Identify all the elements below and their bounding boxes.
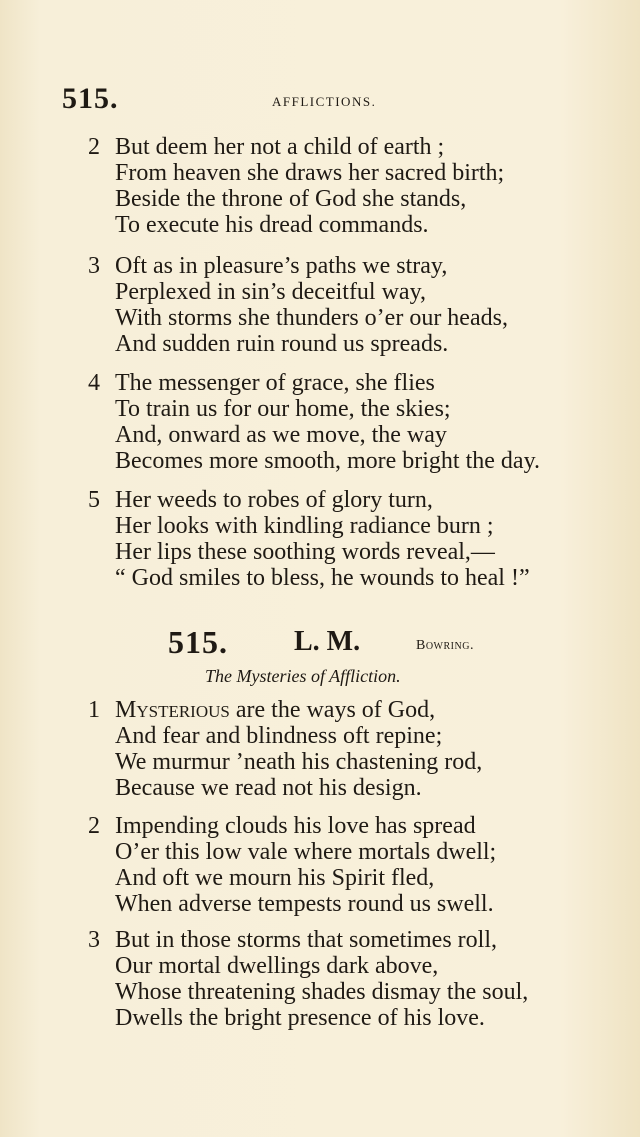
verse-line: The messenger of grace, she flies: [115, 370, 435, 396]
verse-line: When adverse tempests round us swell.: [115, 891, 494, 917]
hymn-author: Bowring.: [416, 638, 474, 653]
verse-line: Becomes more smooth, more bright the day.: [115, 448, 541, 474]
verse-line: And fear and blindness oft repine;: [115, 723, 443, 749]
verse-line: Perplexed in sin’s deceitful way,: [115, 279, 427, 305]
running-title: AFFLICTIONS.: [272, 94, 377, 109]
verse-line: Her looks with kindling radiance burn ;: [115, 513, 494, 539]
first-line-rest: are the ways of God,: [229, 697, 436, 723]
stanza-number: 2: [88, 813, 100, 839]
hymn-meter: L. M.: [294, 626, 361, 657]
first-word-smallcaps: Mysterious: [115, 697, 230, 723]
stanza-number: 4: [88, 370, 100, 396]
stanza-number: 5: [88, 487, 100, 513]
verse-line: Our mortal dwellings dark above,: [115, 953, 439, 979]
verse-line: Oft as in pleasure’s paths we stray,: [115, 253, 448, 279]
stanza-number: 3: [88, 253, 100, 279]
verse-line: “ God smiles to bless, he wounds to heal !”: [115, 565, 530, 591]
verse-line: And sudden ruin round us spreads.: [115, 331, 449, 357]
page-number: 515.: [62, 82, 119, 115]
running-head: [62, 82, 582, 122]
verse-line: And, onward as we move, the way: [115, 422, 447, 448]
verse-line: Because we read not his design.: [115, 775, 422, 801]
verse-line: [115, 697, 435, 723]
stanza-number: 3: [88, 927, 100, 953]
hymn-subtitle: The Mysteries of Affliction.: [205, 666, 401, 686]
verse-line: Her lips these soothing words reveal,—: [115, 539, 495, 565]
verse-line: Her weeds to robes of glory turn,: [115, 487, 433, 513]
hymn-heading: [168, 624, 568, 664]
verse-line: To execute his dread commands.: [115, 212, 429, 238]
verse-line: Dwells the bright presence of his love.: [115, 1005, 485, 1031]
verse-line: Whose threatening shades dismay the soul,: [115, 979, 529, 1005]
stanza-number: 2: [88, 134, 100, 160]
verse-line: And oft we mourn his Spirit fled,: [115, 865, 435, 891]
verse-line: With storms she thunders o’er our heads,: [115, 305, 508, 331]
verse-line: Impending clouds his love has spread: [115, 813, 476, 839]
verse-line: We murmur ’neath his chastening rod,: [115, 749, 483, 775]
hymn-number: 515.: [168, 624, 228, 660]
stanza-number: 1: [88, 697, 100, 723]
verse-line: From heaven she draws her sacred birth;: [115, 160, 505, 186]
verse-line: But deem her not a child of earth ;: [115, 134, 445, 160]
verse-line: O’er this low vale where mortals dwell;: [115, 839, 497, 865]
verse-line: Beside the throne of God she stands,: [115, 186, 467, 212]
verse-line: But in those storms that sometimes roll,: [115, 927, 497, 953]
verse-line: To train us for our home, the skies;: [115, 396, 451, 422]
